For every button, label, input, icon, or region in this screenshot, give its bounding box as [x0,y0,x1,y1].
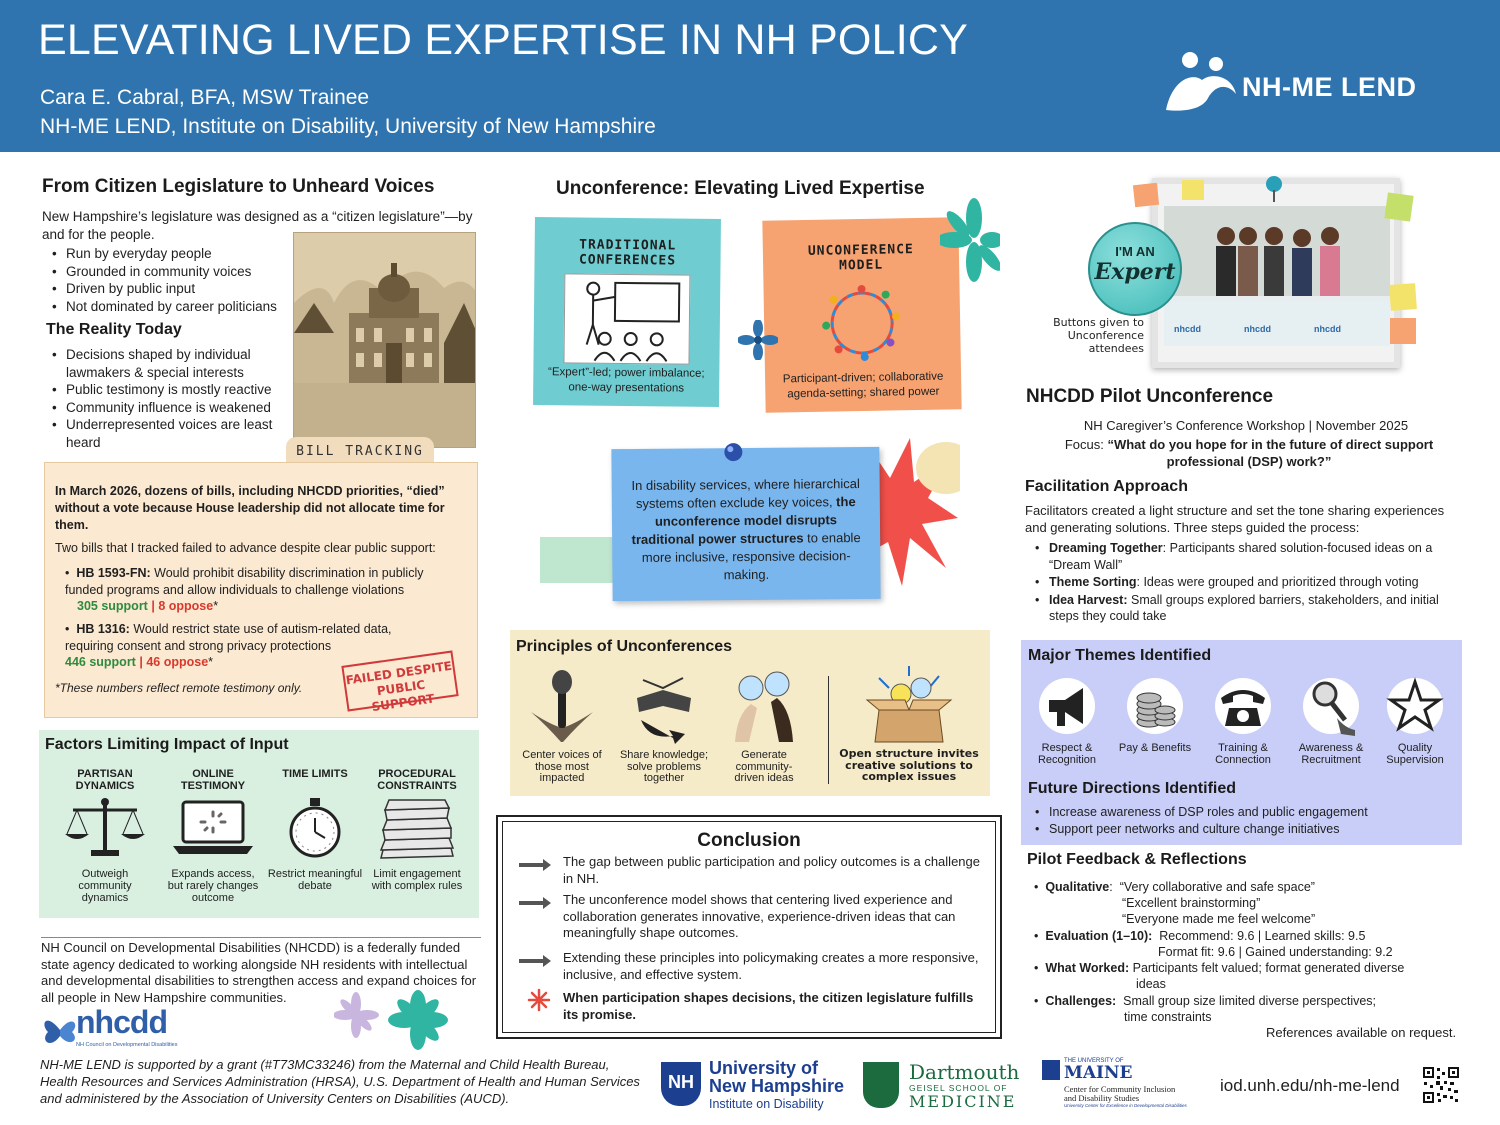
unconference-heading: Unconference: Elevating Lived Expertise [556,178,925,199]
poster-header [0,0,1500,152]
statehouse-photo [293,232,476,448]
dart-line-3: MEDICINE [909,1092,1017,1111]
citizen-intro: New Hampshire’s legislature was designed as a “citizen legislature”—by and for the people. [42,209,473,242]
sticky-note [1389,283,1417,311]
bill-1: • HB 1593-FN: Would prohibit disability discrimination in publicly funded programs and allow individuals to challenge violations 305 support | 8 oppose* [65,566,424,613]
asterisk-icon [527,988,551,1012]
bill-tracking-tab: BILL TRACKING [286,437,434,465]
button-line-2: Expert [1094,259,1176,285]
dart-line-2: GEISEL SCHOOL OF [909,1083,1008,1093]
bill-2-oppose: 46 oppose [146,655,209,669]
bill-lead: In March 2026, dozens of bills, including NHCDD priorities, “died” without a vote because House leadership did not allocate time for them. [55,484,445,532]
unconference-model-card [762,217,961,412]
facilitation-heading: Facilitation Approach [1025,478,1188,495]
note-text [622,475,871,585]
idea-box-icon [859,666,959,744]
eval-line-1: Recommend: 9.6 | Learned skills: 9.5 [1159,929,1366,943]
laptop-icon [171,796,255,860]
banner-text: nhcdd [1244,324,1271,334]
logo-text: NH-ME LEND [1242,72,1417,102]
card-desc: “Expert”-led; power imbalance; one-way presentations [548,366,705,395]
sticky-note [1390,318,1416,344]
bill-2: • HB 1316: Would restrict state use of autism-related data, requiring consent and strong privacy protections 446 support | 46 oppose* [65,622,392,669]
list-item: • Community influence is weakened [42,399,292,417]
principle-item [724,668,804,785]
pilot-focus [1026,437,1472,470]
list-item: • Run by everyday people [42,245,302,263]
conclusion-heading: Conclusion [697,830,801,851]
list-item: • Underrepresented voices are least heard [42,416,292,451]
list-item: • Grounded in community voices [42,263,302,281]
nhcdd-logo [40,1004,190,1052]
future-list [1025,804,1455,837]
photo-board [1152,178,1400,368]
factor-online [163,768,263,904]
principle-desc: Generate community-driven ideas [734,749,794,784]
list-item [1025,574,1467,591]
banner-text: nhcdd [1174,324,1201,334]
pushpin-icon [719,440,747,468]
pilot-heading: NHCDD Pilot Unconference [1026,386,1274,407]
bill-2-id: HB 1316: [76,622,130,636]
maine-line-4: and Disability Studies [1064,1093,1140,1103]
feedback-evaluation: • Evaluation (1–10): Recommend: 9.6 | Learned skills: 9.5 [1034,929,1366,943]
unh-line-1: University of [709,1058,819,1078]
unh-line-3: Institute on Disability [709,1097,824,1111]
expert-button-badge [1088,222,1182,316]
unh-line-2: New Hampshire [709,1076,845,1096]
bill-2-support: 446 support [65,655,136,669]
factor-time [265,768,365,892]
microphone-hands-icon [527,668,597,744]
feedback-body [1034,879,1464,1025]
dart-line-1: Dartmouth [909,1060,1020,1084]
reality-heading: The Reality Today [46,321,182,338]
worked-label: What Worked: [1045,961,1130,975]
maine-line-3: Center for Community Inclusion [1064,1084,1176,1094]
theme-label: Pay & Benefits [1118,742,1192,754]
pilot-event: NH Caregiver’s Conference Workshop | November 2025 [1083,418,1409,433]
author-name: Cara E. Cabral, BFA, MSW Trainee [40,86,370,109]
step-text: : Ideas were grouped and prioritized through voting [1136,575,1419,589]
conclusion-final: When participation shapes decisions, the citizen legislature fulfills its promise. [563,990,974,1022]
footnote-mark: * [208,655,214,669]
pushpin-icon [1262,174,1286,204]
list-item: • Decisions shaped by individual lawmakers & special interests [42,346,292,381]
lightbulb-hands-icon [729,668,799,744]
feedback-qualitative: • Qualitative: “Very collaborative and safe space” [1034,880,1315,894]
maine-logo [1042,1058,1202,1114]
flower-decor-icon [940,196,1000,306]
bill-1-text: Would prohibit disability discrimination in publicly funded programs and allow individuals to challenge violations [65,566,424,597]
worked-line-1: Participants felt valued; format generated diverse [1132,961,1405,975]
principle-item [514,668,610,785]
nh-me-lend-logo [1162,48,1452,118]
conclusion-inner [502,821,996,1033]
note-text-c: to enable more inclusive, responsive decision-making. [641,530,861,583]
unh-logo [661,1058,851,1114]
feedback-challenges: • Challenges: Small group size limited diverse perspectives; [1034,994,1377,1008]
principles-divider [828,676,829,784]
quote: “Excellent brainstorming” [1122,896,1261,910]
scales-icon [63,796,147,860]
maine-line-5: University Center for Excellence in Developmental Disabilities [1064,1103,1187,1108]
sticky-note [1384,192,1413,221]
blue-sticky-note [611,447,880,601]
presentation-icon [564,274,691,365]
step-label: Theme Sorting [1049,575,1137,589]
arrow-icon [517,858,553,872]
theme-item [1113,674,1197,754]
worked-line-2: ideas [1136,977,1166,991]
eval-line-2: Format fit: 9.6 | Gained understanding: 9.2 [1158,945,1393,959]
step-text: Small groups explored barriers, stakeholders, and initial steps they could take [1049,592,1439,623]
unh-shield-icon: NH [661,1062,701,1106]
circle-of-people-icon [801,280,922,366]
chal-label: Challenges: [1045,994,1117,1008]
presentation-icon-frame [563,273,690,364]
list-item: • Public testimony is mostly reactive [42,381,292,399]
list-item: • Not dominated by career politicians [42,298,302,316]
theme-item [1373,674,1457,766]
factors-panel [39,730,479,918]
factor-partisan [55,768,155,904]
facilitation-steps [1025,540,1467,625]
step-label: Idea Harvest: [1049,592,1128,607]
focus-label: Focus: [1064,437,1108,452]
qual-label: Qualitative [1045,880,1110,894]
conclusion-item: Extending these principles into policymaking creates a more responsive, inclusive, and effective system. [563,950,979,982]
bill-1-oppose: 8 oppose [158,599,214,613]
maine-line-1: THE UNIVERSITY OF [1064,1058,1124,1064]
step-label: Dreaming Together [1049,541,1163,555]
feedback-heading: Pilot Feedback & Reflections [1027,851,1247,868]
conclusion-panel [496,815,1002,1039]
butterfly-icon [40,1010,80,1050]
sticky-note [1133,183,1159,207]
future-heading: Future Directions Identified [1028,780,1237,797]
facilitation-intro: Facilitators created a light structure and set the tone sharing experiences and generating solutions. Three steps guided the process: [1025,503,1445,535]
factor-title: PROCEDURAL CONSTRAINTS [377,768,457,792]
group-photo [1164,206,1390,346]
megaphone-icon [1037,674,1097,738]
principle-item [616,668,712,785]
factor-desc: Limit engagement with complex rules [371,868,463,892]
star-icon [1385,674,1445,738]
arrow-icon [517,896,553,910]
theme-item [1289,674,1373,766]
maine-line-2: MAINE [1064,1063,1133,1083]
list-item [1025,592,1467,625]
bill-1-support: 305 support [77,599,148,613]
grant-text: NH-ME LEND is supported by a grant (#T73MC33246) from the Maternal and Child Health Bureau, Health Resources and Services Administration (HRSA), U.S. Department of Health and Human Services and administered by the Association of University Centers on Disabilities (AUCD). [40,1057,640,1106]
note-text-b: the unconference model disrupts traditional power structures [631,494,856,547]
flower-decor-icon [334,990,474,1050]
nhcdd-description: NH Council on Developmental Disabilities (NHCDD) is a federally funded state agency dedicated to working alongside NH residents with intellectual and developmental disabilities to strengthen access and expand choices for all people in New Hampshire communities. [41,937,481,1006]
bill-note: *These numbers reflect remote testimony only. [55,681,303,695]
citizen-heading: From Citizen Legislature to Unheard Voices [42,176,435,197]
stopwatch-icon [273,796,357,860]
telephone-icon [1213,674,1273,738]
qual-colon: : [1109,880,1113,894]
list-item: • Increase awareness of DSP roles and public engagement [1025,804,1455,821]
paper-stack-icon [375,796,459,860]
list-item: • Driven by public input [42,280,302,298]
factors-heading: Factors Limiting Impact of Input [45,736,289,753]
banner-text: nhcdd [1314,324,1341,334]
factor-procedural [367,768,467,892]
list-item: • Support peer networks and culture change initiatives [1025,821,1455,838]
magnifier-icon [1301,674,1361,738]
lend-people-icon [1162,50,1240,116]
footnote-mark: * [213,599,219,613]
conclusion-item: The unconference model shows that centering lived experience and collaboration generates innovative, experience-driven ideas that can meaningfully shape outcomes. [563,892,956,940]
bill-separator: | [151,599,155,613]
note-text-a: In disability services, where hierarchical systems often exclude key voices, [631,476,860,511]
dartmouth-shield-icon [863,1062,899,1108]
poster-title: ELEVATING LIVED EXPERTISE IN NH POLICY [38,16,968,64]
feedback-worked: • What Worked: Participants felt valued; format generated diverse [1034,961,1405,975]
bill-intro: Two bills that I tracked failed to advance despite clear public support: [55,541,436,555]
card-desc: Participant-driven; collaborative agenda-setting; shared power [782,370,944,401]
theme-label: Awareness & Recruitment [1298,742,1364,766]
references-note: References available on request. [1266,1025,1457,1040]
bill-2-text: Would restrict state use of autism-related data, requiring consent and strong privacy protections [65,622,392,653]
theme-label: Respect & Recognition [1037,742,1097,766]
factor-title: TIME LIMITS [282,768,348,780]
theme-item [1025,674,1109,766]
maine-seal-icon [1042,1060,1060,1080]
card-title: TRADITIONAL CONFERENCES [578,237,677,269]
arrow-icon [517,954,553,968]
theme-item [1201,674,1285,766]
nhcdd-logo-sub: NH Council on Developmental Disabilities [76,1042,178,1048]
eval-label: Evaluation (1–10): [1045,929,1153,943]
chal-line-2: time constraints [1124,1010,1212,1024]
conclusion-item: The gap between public participation and policy outcomes is a challenge in NH. [563,854,980,886]
theme-label: Training & Connection [1215,742,1271,766]
citizen-bullets [42,245,302,315]
factor-desc: Expands access, but rarely changes outcome [167,868,259,904]
factor-desc: Outweigh community dynamics [78,868,132,904]
traditional-card [533,217,721,407]
photo-caption: Buttons given to Unconference attendees [1053,316,1144,355]
chal-line-1: Small group size limited diverse perspectives; [1123,994,1377,1008]
principle-open-desc: Open structure invites creative solutions to complex issues [839,747,979,783]
principles-panel [510,630,990,796]
principle-open [838,666,980,783]
reality-bullets [42,346,292,451]
bill-1-id: HB 1593-FN: [76,566,151,580]
button-line-1: I'M AN [1115,244,1155,259]
principle-desc: Share knowledge; solve problems together [619,749,709,784]
list-item [1025,540,1467,573]
nhcdd-logo-text: nhcdd [76,1004,167,1040]
flower-decor-icon [738,320,778,360]
themes-heading: Major Themes Identified [1028,647,1212,664]
green-paper-decor [540,537,620,583]
step-text: : Participants shared solution-focused ideas on a “Dream Wall” [1049,541,1433,572]
factor-title: PARTISAN DYNAMICS [75,768,135,792]
qr-code-icon[interactable] [1422,1066,1460,1104]
author-affiliation: NH-ME LEND, Institute on Disability, University of New Hampshire [40,115,656,138]
themes-panel [1021,640,1462,845]
website-url[interactable]: iod.unh.edu/nh-me-lend [1220,1076,1400,1095]
theme-label: Quality Supervision [1386,742,1444,766]
principle-desc: Center voices of those most impacted [522,749,602,784]
quote: “Everyone made me feel welcome” [1122,912,1316,926]
card-title: UNCONFERENCE MODEL [807,242,914,274]
factor-desc: Restrict meaningful debate [267,868,363,892]
factor-title: ONLINE TESTIMONY [180,768,246,792]
quote: “Very collaborative and safe space” [1119,880,1315,894]
coins-icon [1125,674,1185,738]
failed-stamp: FAILED DESPITE PUBLIC SUPPORT [341,650,458,711]
focus-question: “What do you hope for in the future of direct support professional (DSP) work?” [1107,437,1434,469]
sticky-note [1182,180,1204,200]
bill-separator: | [139,655,143,669]
principles-heading: Principles of Unconferences [516,638,733,655]
dartmouth-logo [863,1060,1023,1112]
book-cycle-icon [629,668,699,744]
